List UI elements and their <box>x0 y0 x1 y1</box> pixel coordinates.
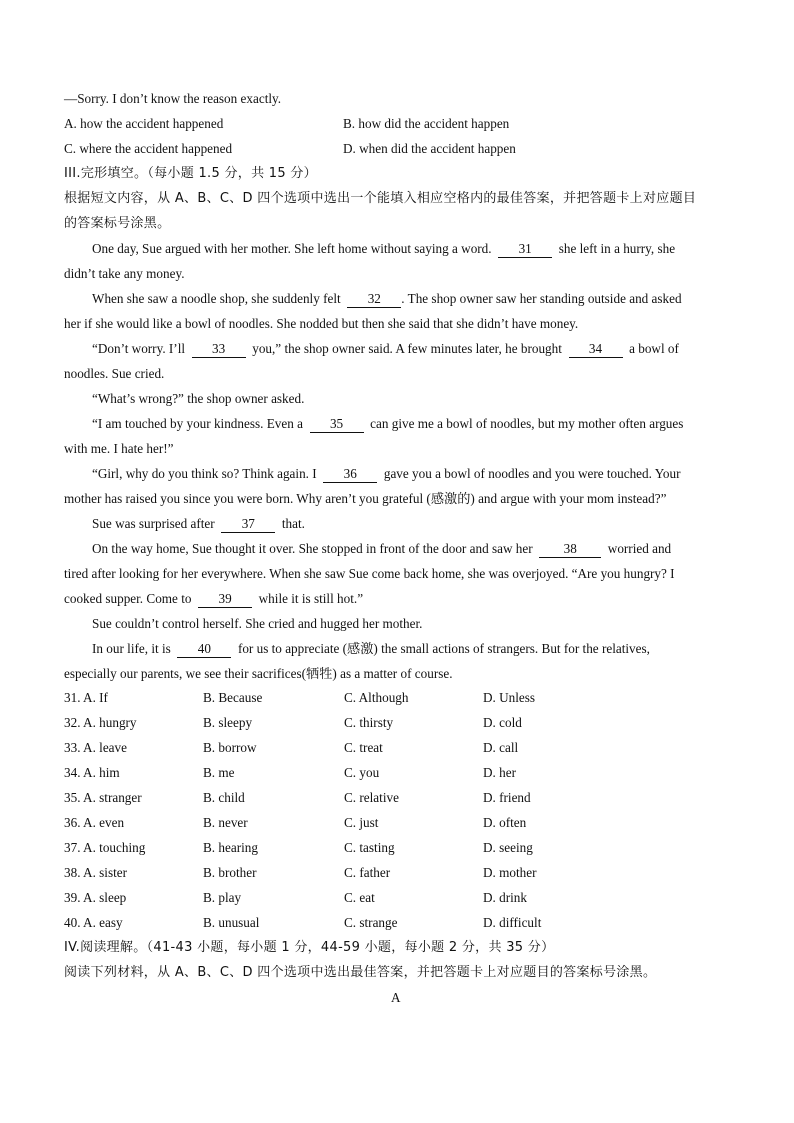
passage-line: Sue couldn’t control herself. She cried and hugged her mother. <box>92 616 423 631</box>
passage-line: When she saw a noodle shop, she suddenly felt 32 . The shop owner saw her standing outside and asked <box>92 291 682 306</box>
passage-line: “Don’t worry. I’ll 33 you,” the shop owner said. A few minutes later, he brought 34 a bowl of <box>92 341 679 356</box>
choice-option: C. tasting <box>344 840 395 855</box>
choice-option: B. sleepy <box>203 715 253 730</box>
passage-line: didn’t take any money. <box>64 266 185 281</box>
q30-option-d: D. when did the accident happen <box>343 141 516 156</box>
choice-option: 40. A. easy <box>64 915 123 930</box>
choice-option: C. father <box>344 865 391 880</box>
choice-option: 35. A. stranger <box>64 790 142 805</box>
blank-39: 39 <box>198 591 252 608</box>
choice-option: C. thirsty <box>344 715 394 730</box>
blank-32: 32 <box>347 291 401 308</box>
choice-option: 38. A. sister <box>64 865 128 880</box>
q30-option-c: C. where the accident happened <box>64 141 233 156</box>
passage-line: Sue was surprised after 37 that. <box>92 516 305 531</box>
choice-option: B. borrow <box>203 740 257 755</box>
section-3-instruction-cont: 的答案标号涂黑。 <box>64 216 171 231</box>
section-4-instruction: 阅读下列材料，从 A、B、C、D 四个选项中选出最佳答案，并把答题卡上对应题目的答案标号涂黑。 <box>64 965 657 980</box>
passage-line: her if she would like a bowl of noodles. She nodded but then she said that she didn’t have money. <box>64 316 579 331</box>
choice-option: 32. A. hungry <box>64 715 137 730</box>
choice-option: D. Unless <box>483 690 536 705</box>
choice-option: B. never <box>203 815 248 830</box>
section-4-heading: IV.阅读理解。（41-43 小题，每小题 1 分，44-59 小题，每小题 2 分，共 35 分） <box>64 940 555 955</box>
blank-36: 36 <box>323 466 377 483</box>
choice-option: 36. A. even <box>64 815 125 830</box>
choice-option: 37. A. touching <box>64 840 146 855</box>
choice-option: B. Because <box>203 690 263 705</box>
choice-option: 33. A. leave <box>64 740 127 755</box>
passage-line: mother has raised you since you were born. Why aren’t you grateful (感激的) and argue with your mom instead?” <box>64 491 667 506</box>
blank-38: 38 <box>539 541 601 558</box>
passage-line: with me. I hate her!” <box>64 441 174 456</box>
choice-option: D. often <box>483 815 527 830</box>
passage-line: cooked supper. Come to 39 while it is still hot.” <box>64 591 364 606</box>
blank-40: 40 <box>177 641 231 658</box>
choice-option: D. call <box>483 740 519 755</box>
blank-33: 33 <box>192 341 246 358</box>
choice-option: B. me <box>203 765 235 780</box>
q30-option-b: B. how did the accident happen <box>343 116 510 131</box>
passage-line: In our life, it is 40 for us to appreciate (感激) the small actions of strangers. But for the relatives, <box>92 641 650 656</box>
choice-option: B. play <box>203 890 242 905</box>
choice-option: B. hearing <box>203 840 258 855</box>
choice-option: D. seeing <box>483 840 533 855</box>
choice-option: 31. A. If <box>64 690 108 705</box>
passage-line: especially our parents, we see their sacrifices(牺牲) as a matter of course. <box>64 666 453 681</box>
choice-option: 34. A. him <box>64 765 120 780</box>
choice-option: D. friend <box>483 790 531 805</box>
choice-option: C. Although <box>344 690 409 705</box>
choice-option: B. unusual <box>203 915 260 930</box>
passage-line: “What’s wrong?” the shop owner asked. <box>92 391 305 406</box>
choice-option: C. you <box>344 765 380 780</box>
passage-line: “Girl, why do you think so? Think again. I 36 gave you a bowl of noodles and you were touched. Your <box>92 466 681 481</box>
passage-line: noodles. Sue cried. <box>64 366 165 381</box>
choice-option: C. strange <box>344 915 398 930</box>
blank-34: 34 <box>569 341 623 358</box>
blank-35: 35 <box>310 416 364 433</box>
choice-option: C. relative <box>344 790 399 805</box>
choice-option: B. child <box>203 790 245 805</box>
choice-option: D. mother <box>483 865 537 880</box>
section-3-heading: III.完形填空。（每小题 1.5 分，共 15 分） <box>64 166 317 181</box>
q30-option-a: A. how the accident happened <box>64 116 224 131</box>
choice-option: D. difficult <box>483 915 542 930</box>
section-3-instruction: 根据短文内容，从 A、B、C、D 四个选项中选出一个能填入相应空格内的最佳答案，并把答题卡上对应题目 <box>64 191 697 206</box>
passage-line: One day, Sue argued with her mother. She left home without saying a word. 31 she left in a hurry, she <box>92 241 676 256</box>
blank-31: 31 <box>498 241 552 258</box>
choice-option: D. cold <box>483 715 522 730</box>
passage-line: On the way home, Sue thought it over. She stopped in front of the door and saw her 38 worried and <box>92 541 672 556</box>
q30-answer-line: —Sorry. I don’t know the reason exactly. <box>64 91 282 106</box>
choice-option: D. drink <box>483 890 527 905</box>
choice-option: D. her <box>483 765 516 780</box>
choice-option: C. treat <box>344 740 383 755</box>
part-label: A <box>391 990 401 1005</box>
choice-option: C. eat <box>344 890 375 905</box>
choice-option: C. just <box>344 815 379 830</box>
passage-line: “I am touched by your kindness. Even a 35 can give me a bowl of noodles, but my mother often argues <box>92 416 684 431</box>
blank-37: 37 <box>221 516 275 533</box>
choice-option: B. brother <box>203 865 257 880</box>
passage-line: tired after looking for her everywhere. When she saw Sue come back home, she was overjoyed. “Are you hungry? I <box>64 566 675 581</box>
choice-option: 39. A. sleep <box>64 890 127 905</box>
